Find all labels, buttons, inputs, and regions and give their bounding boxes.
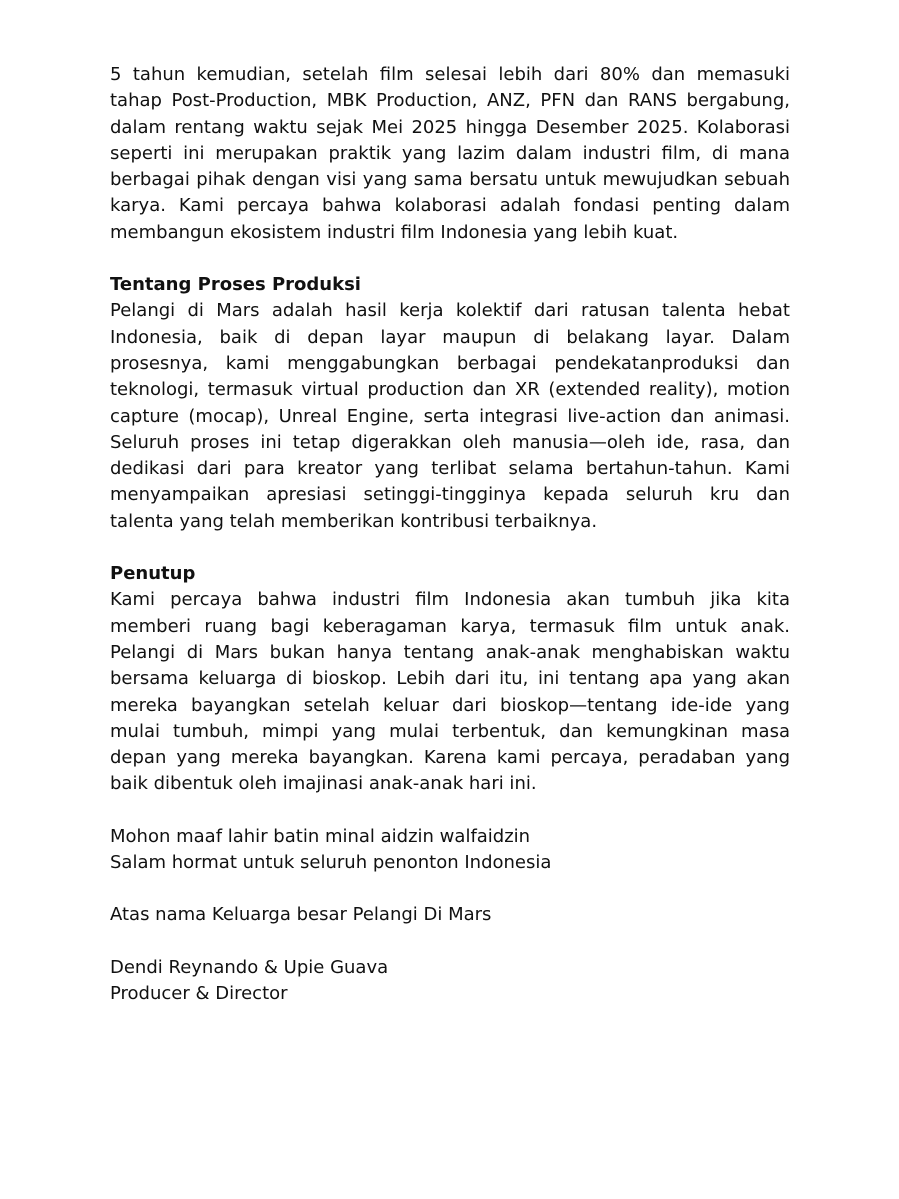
on-behalf-line: Atas nama Keluarga besar Pelangi Di Mars bbox=[110, 904, 492, 926]
signature-role: Producer & Director bbox=[110, 982, 288, 1004]
spacer bbox=[110, 876, 790, 902]
spacer bbox=[110, 246, 790, 272]
greeting-line-2: Salam hormat untuk seluruh penonton Indonesia bbox=[110, 852, 552, 874]
spacer bbox=[110, 535, 790, 561]
closing-heading: Penutup bbox=[110, 563, 196, 585]
signature-names: Dendi Reynando & Upie Guava bbox=[110, 956, 389, 978]
spacer bbox=[110, 798, 790, 824]
intro-paragraph: 5 tahun kemudian, setelah film selesai lebih dari 80% dan memasuki tahap Post-Production, MBK Production, ANZ, PFN dan RANS bergabung, dalam rentang waktu sejak Mei 2025 hingga Desember 2025. Kolaborasi seperti ini merupakan praktik yang lazim dalam industri film, di mana berbagai pihak dengan visi yang sama bersatu untuk mewujudkan sebuah karya. Kami percaya bahwa kolaborasi adalah fondasi penting dalam membangun ekosistem industri film Indonesia yang lebih kuat. bbox=[110, 64, 790, 243]
spacer bbox=[110, 929, 790, 955]
closing-paragraph: Kami percaya bahwa industri film Indonesia akan tumbuh jika kita memberi ruang bagi keberagaman karya, termasuk film untuk anak. Pelangi di Mars bukan hanya tentang anak-anak menghabiskan waktu bersama keluarga di bioskop. Lebih dari itu, ini tentang apa yang akan mereka bayangkan setelah keluar dari bioskop—tentang ide-ide yang mulai tumbuh, mimpi yang mulai terbentuk, dan kemungkinan masa depan yang mereka bayangkan. Karena kami percaya, peradaban yang baik dibentuk oleh imajinasi anak-anak hari ini. bbox=[110, 589, 790, 795]
production-paragraph: Pelangi di Mars adalah hasil kerja kolektif dari ratusan talenta hebat Indonesia, baik di depan layar maupun di belakang layar. Dalam prosesnya, kami menggabungkan berbagai pendekatanproduksi dan teknologi, termasuk virtual production dan XR (extended reality), motion capture (mocap), Unreal Engine, serta integrasi live-action dan animasi. Seluruh proses ini tetap digerakkan oleh manusia—oleh ide, rasa, dan dedikasi dari para kreator yang terlibat selama bertahun-tahun. Kami menyampaikan apresiasi setinggi-tingginya kepada seluruh kru dan talenta yang telah memberikan kontribusi terbaiknya. bbox=[110, 300, 790, 532]
production-heading: Tentang Proses Produksi bbox=[110, 274, 361, 296]
greeting-line-1: Mohon maaf lahir batin minal aidzin walfaidzin bbox=[110, 825, 531, 847]
letter-page bbox=[110, 62, 790, 1007]
